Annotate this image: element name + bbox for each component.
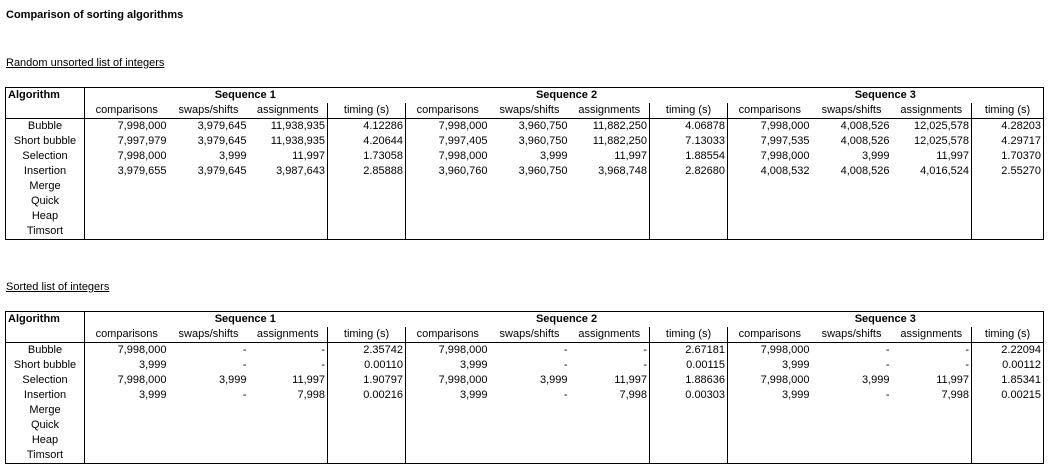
table-cell bbox=[249, 403, 328, 418]
table-cell bbox=[249, 224, 328, 240]
table-cell bbox=[728, 403, 812, 418]
table-cell: - bbox=[563, 359, 568, 371]
table-cell bbox=[328, 209, 406, 224]
algorithm-name: Quick bbox=[6, 194, 85, 209]
table-cell: 0.00112 bbox=[972, 358, 1044, 373]
table-cell: 7,998,000 bbox=[760, 344, 810, 356]
table-cell: 11,997 bbox=[292, 150, 325, 162]
table-cell: 11,882,250 bbox=[592, 120, 648, 132]
table-cell: 3,960,760 bbox=[438, 165, 488, 177]
table-cell: 3,979,655 bbox=[117, 165, 167, 177]
table-cell: - bbox=[563, 389, 568, 401]
table-cell: 11,938,935 bbox=[270, 120, 325, 132]
table-cell bbox=[406, 403, 490, 418]
table-cell: - bbox=[965, 359, 970, 371]
column-header: assignments bbox=[570, 327, 650, 343]
column-header: comparisons bbox=[406, 327, 490, 343]
page-title: Comparison of sorting algorithms bbox=[6, 9, 184, 21]
column-header: assignments bbox=[249, 327, 328, 343]
table-cell bbox=[650, 433, 728, 448]
table-cell bbox=[728, 194, 812, 209]
table-cell bbox=[650, 448, 728, 464]
table-cell: 7,998,000 bbox=[117, 150, 167, 162]
algorithm-name: Short bubble bbox=[6, 134, 85, 149]
table-cell bbox=[249, 418, 328, 433]
table-cell: 3,979,645 bbox=[197, 120, 247, 132]
table-cell bbox=[972, 448, 1044, 464]
table-cell bbox=[169, 448, 249, 464]
table-cell bbox=[249, 433, 328, 448]
table-cell bbox=[490, 179, 570, 194]
table-cell: 3,999 bbox=[138, 389, 167, 401]
table-cell bbox=[169, 209, 249, 224]
table-cell bbox=[650, 209, 728, 224]
table-cell: 4,016,524 bbox=[920, 165, 970, 177]
algorithm-name: Timsort bbox=[6, 448, 85, 464]
table-cell: 3,999 bbox=[862, 150, 890, 162]
table-cell bbox=[328, 224, 406, 240]
algorithm-header: Algorithm bbox=[6, 312, 85, 328]
algorithm-name: Selection bbox=[6, 149, 85, 164]
table-cell: 7,998,000 bbox=[438, 344, 488, 356]
table-cell: 11,882,250 bbox=[592, 135, 648, 147]
table-cell: - bbox=[321, 359, 325, 371]
column-header-row bbox=[6, 327, 1044, 343]
table-cell bbox=[570, 433, 650, 448]
table-cell bbox=[85, 418, 169, 433]
table-cell bbox=[406, 433, 490, 448]
table-cell: 3,960,750 bbox=[518, 135, 568, 147]
table-cell: - bbox=[321, 344, 325, 356]
algorithm-name: Selection bbox=[6, 373, 85, 388]
table-cell bbox=[570, 179, 650, 194]
column-header: comparisons bbox=[728, 327, 812, 343]
table-cell: 7,998,000 bbox=[438, 120, 488, 132]
table-row bbox=[6, 358, 1044, 373]
table-cell: 3,979,645 bbox=[197, 165, 247, 177]
table-cell: 3,999 bbox=[539, 150, 568, 162]
table-cell: 7,998 bbox=[297, 389, 325, 401]
table-cell bbox=[490, 418, 570, 433]
sequence-header: Sequence 1 bbox=[85, 88, 406, 104]
column-header-row bbox=[6, 103, 1044, 119]
table-cell bbox=[328, 194, 406, 209]
table-cell: 4.29717 bbox=[972, 134, 1044, 149]
table-cell bbox=[85, 403, 169, 418]
table-cell: 3,999 bbox=[459, 359, 488, 371]
table-cell: 7,998,000 bbox=[117, 120, 167, 132]
table-row bbox=[6, 343, 1044, 359]
column-header: swaps/shifts bbox=[169, 327, 249, 343]
table-cell: 4,008,526 bbox=[840, 135, 890, 147]
table-cell bbox=[972, 194, 1044, 209]
column-header: timing (s) bbox=[972, 103, 1044, 119]
table-cell bbox=[249, 209, 328, 224]
sequence-header: Sequence 3 bbox=[728, 88, 1044, 104]
table-cell: 2.82680 bbox=[650, 164, 728, 179]
table-cell bbox=[728, 209, 812, 224]
table-cell: 3,987,643 bbox=[276, 165, 325, 177]
table-cell bbox=[490, 224, 570, 240]
table-cell: - bbox=[885, 344, 890, 356]
table-cell bbox=[570, 418, 650, 433]
table-cell bbox=[812, 209, 892, 224]
table-cell: - bbox=[242, 359, 247, 371]
algorithm-name: Merge bbox=[6, 403, 85, 418]
table-cell: 11,997 bbox=[292, 374, 325, 386]
sequence-header-row bbox=[6, 88, 1044, 104]
table-cell bbox=[328, 448, 406, 464]
table-cell bbox=[650, 224, 728, 240]
table-cell: 7,997,405 bbox=[438, 135, 488, 147]
table-cell: 3,979,645 bbox=[197, 135, 247, 147]
table-cell: - bbox=[885, 389, 890, 401]
table-cell bbox=[728, 433, 812, 448]
table-cell: 7.13033 bbox=[650, 134, 728, 149]
table-cell bbox=[570, 224, 650, 240]
table-cell bbox=[892, 194, 972, 209]
table-cell: 3,999 bbox=[782, 359, 810, 371]
column-header: timing (s) bbox=[972, 327, 1044, 343]
table-cell bbox=[249, 448, 328, 464]
table-cell: 2.85888 bbox=[328, 164, 406, 179]
table-cell: 12,025,578 bbox=[913, 120, 970, 132]
table-cell bbox=[85, 433, 169, 448]
column-header: timing (s) bbox=[328, 103, 406, 119]
table-cell bbox=[328, 418, 406, 433]
table-cell: 11,997 bbox=[936, 374, 970, 386]
table-cell: - bbox=[242, 344, 247, 356]
column-header: assignments bbox=[249, 103, 328, 119]
table-cell: 3,999 bbox=[138, 359, 167, 371]
table-row bbox=[6, 164, 1044, 179]
table-caption-sorted: Sorted list of integers bbox=[6, 281, 110, 293]
algorithm-name: Merge bbox=[6, 179, 85, 194]
column-header: assignments bbox=[570, 103, 650, 119]
table-cell: 1.88554 bbox=[650, 149, 728, 164]
column-header: swaps/shifts bbox=[169, 103, 249, 119]
table-cell: 7,998,000 bbox=[117, 344, 167, 356]
column-header: assignments bbox=[892, 327, 972, 343]
table-cell: 4,008,532 bbox=[760, 165, 810, 177]
table-cell: 2.67181 bbox=[650, 343, 728, 359]
table-caption-random: Random unsorted list of integers bbox=[6, 57, 165, 69]
table-cell: 11,938,935 bbox=[270, 135, 325, 147]
algorithm-header-spacer bbox=[6, 103, 85, 119]
table-cell bbox=[728, 418, 812, 433]
table-cell bbox=[812, 179, 892, 194]
table-cell bbox=[328, 179, 406, 194]
sequence-header: Sequence 1 bbox=[85, 312, 406, 328]
table-cell bbox=[169, 433, 249, 448]
table-cell bbox=[490, 433, 570, 448]
table-cell bbox=[249, 194, 328, 209]
column-header: swaps/shifts bbox=[490, 103, 570, 119]
table-cell bbox=[406, 209, 490, 224]
table-cell: 7,998,000 bbox=[438, 374, 488, 386]
table-cell: 0.00115 bbox=[650, 358, 728, 373]
column-header: timing (s) bbox=[650, 103, 728, 119]
algorithm-name: Timsort bbox=[6, 224, 85, 240]
table-cell: 1.88636 bbox=[650, 373, 728, 388]
table-cell bbox=[972, 209, 1044, 224]
table-cell: 3,960,750 bbox=[518, 120, 568, 132]
column-header: timing (s) bbox=[328, 327, 406, 343]
table-row bbox=[6, 194, 1044, 209]
table-row bbox=[6, 418, 1044, 433]
results-table-sorted bbox=[5, 311, 1044, 464]
algorithm-header-spacer bbox=[6, 327, 85, 343]
table-cell: 1.70370 bbox=[972, 149, 1044, 164]
table-cell: - bbox=[965, 344, 970, 356]
table-cell bbox=[812, 224, 892, 240]
table-cell bbox=[972, 433, 1044, 448]
table-cell bbox=[728, 179, 812, 194]
table-cell bbox=[85, 194, 169, 209]
algorithm-name: Short bubble bbox=[6, 358, 85, 373]
table-cell bbox=[85, 209, 169, 224]
table-row bbox=[6, 373, 1044, 388]
column-header: timing (s) bbox=[650, 327, 728, 343]
column-header: comparisons bbox=[728, 103, 812, 119]
column-header: assignments bbox=[892, 103, 972, 119]
table-cell bbox=[490, 403, 570, 418]
table-cell bbox=[892, 448, 972, 464]
table-cell bbox=[892, 418, 972, 433]
table-cell: 3,999 bbox=[782, 389, 810, 401]
table-cell bbox=[570, 209, 650, 224]
table-cell bbox=[490, 209, 570, 224]
algorithm-header: Algorithm bbox=[6, 88, 85, 104]
table-cell bbox=[169, 179, 249, 194]
table-cell bbox=[406, 179, 490, 194]
table-row bbox=[6, 179, 1044, 194]
table-cell bbox=[892, 224, 972, 240]
table-cell bbox=[570, 448, 650, 464]
table-cell: - bbox=[563, 344, 568, 356]
table-row bbox=[6, 224, 1044, 240]
algorithm-name: Insertion bbox=[6, 388, 85, 403]
sequence-header: Sequence 3 bbox=[728, 312, 1044, 328]
table-cell: 7,998,000 bbox=[760, 150, 810, 162]
table-cell bbox=[169, 403, 249, 418]
table-cell bbox=[812, 448, 892, 464]
table-cell: 2.35742 bbox=[328, 343, 406, 359]
table-cell: - bbox=[643, 344, 648, 356]
table-cell: 3,999 bbox=[459, 389, 488, 401]
table-cell bbox=[892, 179, 972, 194]
table-cell bbox=[490, 194, 570, 209]
algorithm-name: Insertion bbox=[6, 164, 85, 179]
table-cell: 7,998,000 bbox=[760, 374, 810, 386]
table-row bbox=[6, 433, 1044, 448]
results-table-random bbox=[5, 87, 1044, 240]
table-cell bbox=[892, 209, 972, 224]
table-cell: 0.00303 bbox=[650, 388, 728, 403]
table-row bbox=[6, 134, 1044, 149]
table-cell: 4.12286 bbox=[328, 119, 406, 135]
table-cell bbox=[85, 448, 169, 464]
table-cell bbox=[812, 194, 892, 209]
table-cell bbox=[650, 418, 728, 433]
table-cell: 3,999 bbox=[218, 374, 247, 386]
table-cell: 3,999 bbox=[539, 374, 568, 386]
table-cell: 0.00110 bbox=[328, 358, 406, 373]
sequence-header-row bbox=[6, 312, 1044, 328]
table-cell: 2.22094 bbox=[972, 343, 1044, 359]
table-cell bbox=[169, 418, 249, 433]
table-cell: 4.28203 bbox=[972, 119, 1044, 135]
table-cell bbox=[892, 433, 972, 448]
table-cell: 3,968,748 bbox=[598, 165, 648, 177]
table-cell: 0.00216 bbox=[328, 388, 406, 403]
table-cell bbox=[406, 448, 490, 464]
table-cell: 3,999 bbox=[862, 374, 890, 386]
table-row bbox=[6, 388, 1044, 403]
table-cell: 3,999 bbox=[218, 150, 247, 162]
column-header: comparisons bbox=[85, 103, 169, 119]
table-cell: 7,998,000 bbox=[117, 374, 167, 386]
table-cell: 7,997,979 bbox=[117, 135, 167, 147]
table-cell: 2.55270 bbox=[972, 164, 1044, 179]
table-cell bbox=[85, 224, 169, 240]
algorithm-name: Bubble bbox=[6, 343, 85, 359]
table-cell bbox=[892, 403, 972, 418]
sequence-header: Sequence 2 bbox=[406, 312, 728, 328]
table-cell: 7,998,000 bbox=[760, 120, 810, 132]
table-cell bbox=[169, 224, 249, 240]
table-cell: 7,998,000 bbox=[438, 150, 488, 162]
column-header: comparisons bbox=[406, 103, 490, 119]
table-cell: 4.20644 bbox=[328, 134, 406, 149]
table-cell: 11,997 bbox=[614, 150, 648, 162]
table-cell: 3,960,750 bbox=[518, 165, 568, 177]
table-cell: 4,008,526 bbox=[840, 120, 890, 132]
table-cell bbox=[249, 179, 328, 194]
table-cell bbox=[650, 194, 728, 209]
table-cell: - bbox=[643, 359, 648, 371]
table-row bbox=[6, 403, 1044, 418]
table-cell bbox=[328, 433, 406, 448]
table-cell bbox=[406, 194, 490, 209]
table-cell bbox=[812, 433, 892, 448]
table-cell bbox=[728, 224, 812, 240]
algorithm-name: Heap bbox=[6, 433, 85, 448]
column-header: swaps/shifts bbox=[490, 327, 570, 343]
table-cell bbox=[328, 403, 406, 418]
table-row bbox=[6, 149, 1044, 164]
table-cell bbox=[406, 418, 490, 433]
table-cell: 1.85341 bbox=[972, 373, 1044, 388]
table-cell: - bbox=[242, 389, 247, 401]
table-cell: 0.00215 bbox=[972, 388, 1044, 403]
table-cell: 1.90797 bbox=[328, 373, 406, 388]
column-header: swaps/shifts bbox=[812, 327, 892, 343]
table-cell bbox=[570, 403, 650, 418]
table-row bbox=[6, 209, 1044, 224]
table-cell bbox=[972, 224, 1044, 240]
table-cell bbox=[85, 179, 169, 194]
table-cell bbox=[650, 403, 728, 418]
table-cell: 4,008,526 bbox=[840, 165, 890, 177]
table-cell bbox=[972, 418, 1044, 433]
table-cell bbox=[728, 448, 812, 464]
algorithm-name: Bubble bbox=[6, 119, 85, 135]
table-cell bbox=[972, 179, 1044, 194]
table-cell bbox=[406, 224, 490, 240]
table-cell bbox=[812, 418, 892, 433]
table-cell: - bbox=[885, 359, 890, 371]
table-cell bbox=[570, 194, 650, 209]
column-header: comparisons bbox=[85, 327, 169, 343]
table-cell: 7,997,535 bbox=[760, 135, 810, 147]
sequence-header: Sequence 2 bbox=[406, 88, 728, 104]
table-cell: 4.06878 bbox=[650, 119, 728, 135]
table-cell: 12,025,578 bbox=[913, 135, 970, 147]
table-cell bbox=[169, 194, 249, 209]
table-cell: 1.73058 bbox=[328, 149, 406, 164]
table-row bbox=[6, 119, 1044, 135]
algorithm-name: Quick bbox=[6, 418, 85, 433]
table-cell: 7,998 bbox=[941, 389, 970, 401]
table-cell bbox=[972, 403, 1044, 418]
table-cell bbox=[650, 179, 728, 194]
table-cell: 11,997 bbox=[614, 374, 648, 386]
algorithm-name: Heap bbox=[6, 209, 85, 224]
table-cell bbox=[490, 448, 570, 464]
table-cell: 11,997 bbox=[936, 150, 970, 162]
table-cell: 7,998 bbox=[619, 389, 648, 401]
column-header: swaps/shifts bbox=[812, 103, 892, 119]
table-row bbox=[6, 448, 1044, 464]
table-cell bbox=[812, 403, 892, 418]
